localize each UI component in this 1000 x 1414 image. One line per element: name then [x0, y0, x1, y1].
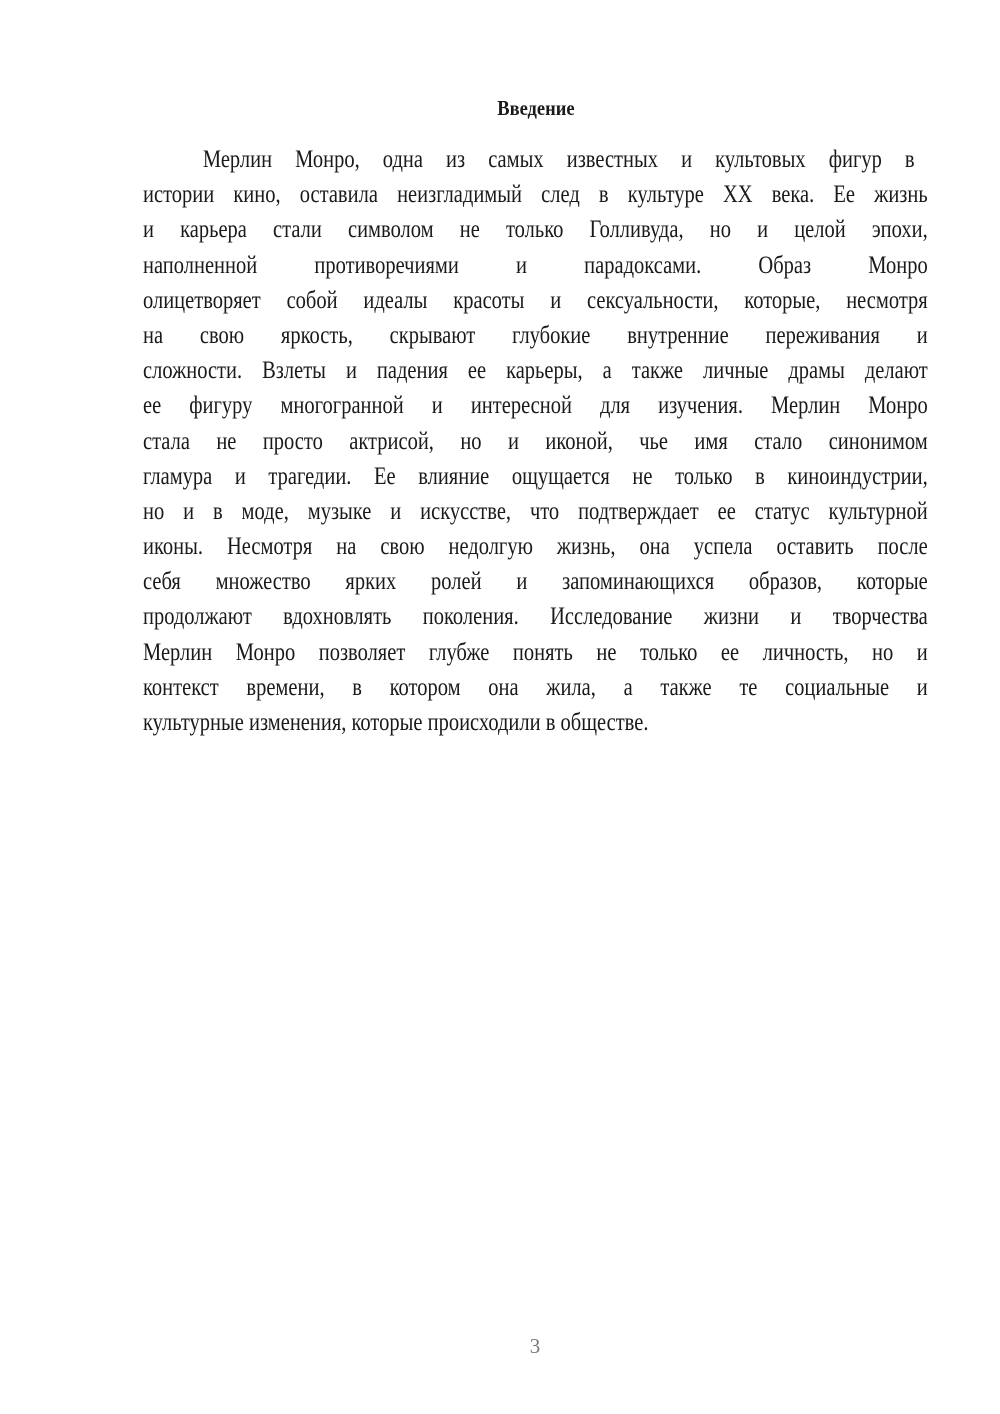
text-line: и карьера стали символом не только Голливуда, но и целой эпохи,: [143, 216, 928, 244]
text-line: олицетворяет собой идеалы красоты и сексуальности, которые, несмотря: [143, 286, 928, 314]
text-line: иконы. Несмотря на свою недолгую жизнь, она успела оставить после: [143, 533, 928, 561]
text-line: истории кино, оставила неизгладимый след в культуре XX века. Ее жизнь: [143, 181, 928, 209]
text-line: гламура и трагедии. Ее влияние ощущается не только в киноиндустрии,: [143, 462, 928, 490]
page-number: 3: [529, 1334, 541, 1358]
section-title: Введение: [496, 96, 575, 120]
text-line: себя множество ярких ролей и запоминающихся образов, которые: [143, 568, 928, 596]
text-line: сложности. Взлеты и падения ее карьеры, а также личные драмы делают: [143, 357, 928, 385]
text-line: Мерлин Монро позволяет глубже понять не только ее личность, но и: [143, 638, 928, 666]
text-line: на свою яркость, скрывают глубокие внутренние переживания и: [143, 321, 928, 349]
text-line: контекст времени, в котором она жила, а также те социальные и: [143, 673, 928, 701]
text-line: культурные изменения, которые происходили в обществе.: [143, 709, 649, 736]
text-line: но и в моде, музыке и искусстве, что подтверждает ее статус культурной: [143, 497, 928, 525]
text-line: ее фигуру многогранной и интересной для изучения. Мерлин Монро: [143, 392, 928, 420]
text-line: стала не просто актрисой, но и иконой, чье имя стало синонимом: [143, 427, 928, 455]
text-line: продолжают вдохновлять поколения. Исследование жизни и творчества: [143, 603, 928, 631]
text-line: Мерлин Монро, одна из самых известных и культовых фигур в: [202, 146, 915, 173]
text-line: наполненной противоречиями и парадоксами. Образ Монро: [143, 251, 928, 279]
intro-paragraph: [143, 142, 928, 740]
